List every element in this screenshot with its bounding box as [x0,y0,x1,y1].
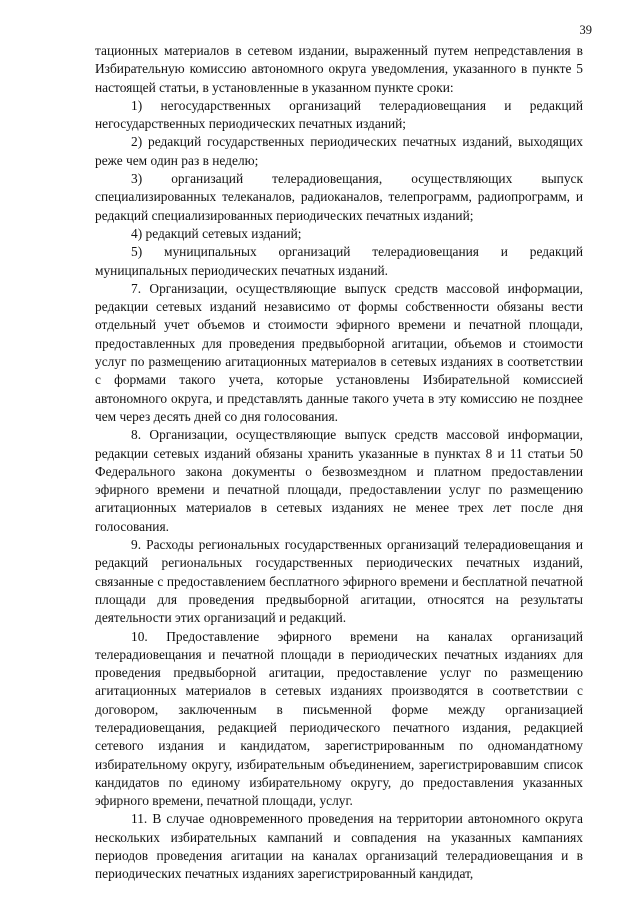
list-item-2: 2) редакций государственных периодических печатных изданий, выходящих реже чем один раз в неделю; [95,134,583,168]
paragraph-7: 7. Организации, осуществляющие выпуск средств массовой информации, редакции сетевых изданий независимо от формы собственности обязаны вести отдельный учет объемов и стоимости эфирного времени и печатной площади, предоставленных для проведения предвыборной агитации, объемов и стоимости услуг по размещению агитационных материалов в сетевых изданиях в соответствии с формами такого учета, которые установлены Избирательной комиссией автономного округа, и представлять данные такого учета в эту комиссию не позднее чем через десять дней со дня голосования. [95,280,583,424]
list-item-3: 3) организаций телерадиовещания, осуществляющих выпуск специализированных телеканалов, радиоканалов, телепрограмм, радиопрограмм, и редакций специализированных периодических печатных изданий; [95,171,583,223]
paragraph-9: 9. Расходы региональных государственных организаций телерадиовещания и редакций региональных государственных периодических печатных изданий, связанные с предоставлением бесплатного эфирного времени и бесплатной печатной площади для проведения предвыборной агитации, относятся на результаты деятельности этих организаций и редакций. [95,537,583,626]
paragraph-continuation: тационных материалов в сетевом издании, выраженный путем непредставления в Избирательную комиссию автономного округа уведомления, указанного в пункте 5 настоящей статьи, в установленные в указанном пункте сроки: [95,43,583,95]
list-item-5: 5) муниципальных организаций телерадиовещания и редакций муниципальных периодических печатных изданий. [95,244,583,278]
paragraph-10: 10. Предоставление эфирного времени на каналах организаций телерадиовещания и печатной площади в периодических печатных изданиях для проведения предвыборной агитации, предоставление услуг по размещению агитационных материалов в сетевых изданиях производятся в соответствии с договором, заключенным в письменной форме между организацией телерадиовещания, редакцией периодического печатного издания, редакцией сетевого издания и кандидатом, зарегистрированным по одномандатному избирательному округу, избирательным объединением, зарегистрировавшим список кандидатов по единому избирательному округу, до предоставления указанных эфирного времени, печатной площади, услуг. [95,628,583,809]
list-item-4: 4) редакций сетевых изданий; [131,225,302,241]
document-body [95,42,583,884]
paragraph-11: 11. В случае одновременного проведения на территории автономного округа нескольких избирательных кампаний и совпадения на указанных кампаниях периодов проведения агитации на каналах организаций телерадиовещания и в периодических печатных изданиях зарегистрированный кандидат, [95,811,583,882]
page-number: 39 [579,23,592,37]
paragraph-8: 8. Организации, осуществляющие выпуск средств массовой информации, редакции сетевых изданий обязаны хранить указанные в пунктах 8 и 11 статьи 50 Федерального закона документы о безвозмездном и платном предоставлении эфирного времени и печатной площади, предоставлении услуг по размещению агитационных материалов в сетевых изданиях не менее трех лет после дня голосования. [95,427,583,534]
list-item-1: 1) негосударственных организаций телерадиовещания и редакций негосударственных периодических печатных изданий; [95,97,583,132]
